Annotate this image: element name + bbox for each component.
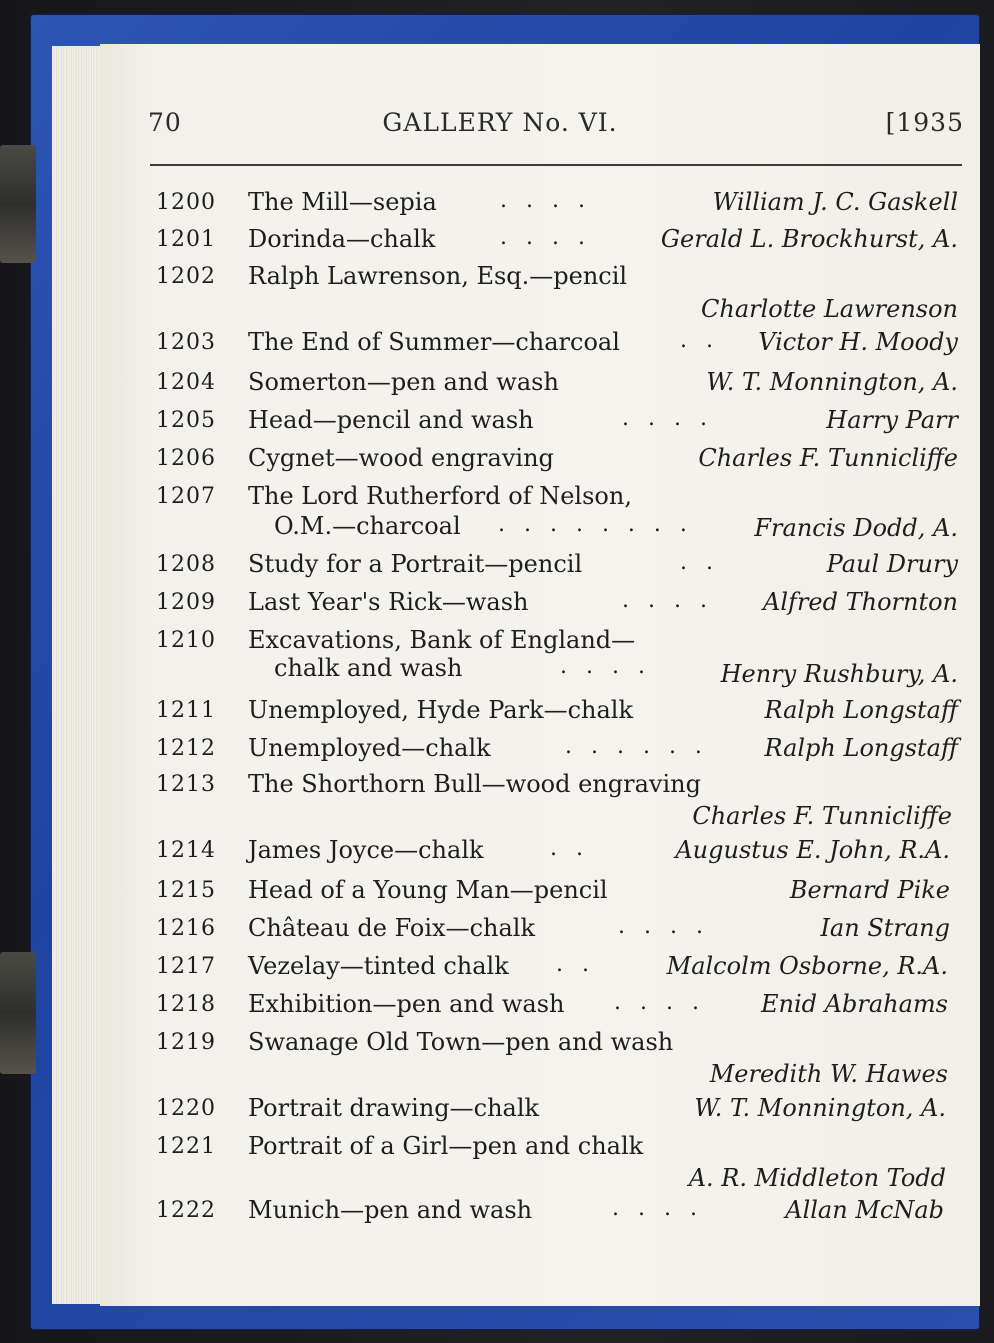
leader-dots: . . — [680, 328, 719, 353]
entry-artist: Francis Dodd, A. — [754, 514, 958, 542]
year-label: [1935 — [885, 108, 964, 137]
entry-artist: A. R. Middleton Todd — [688, 1164, 946, 1192]
leader-dots: . . . . — [500, 188, 591, 213]
page-header — [140, 108, 964, 152]
binding-tab-bottom — [0, 952, 36, 1074]
entry-title-continued: chalk and wash — [274, 654, 463, 682]
entry-artist: Ralph Longstaff — [764, 734, 958, 762]
entry-title: Dorinda—chalk — [248, 225, 436, 253]
entry-title: Excavations, Bank of England— — [248, 626, 636, 654]
leader-dots: . . . . — [622, 588, 713, 613]
leader-dots: . . . . — [500, 225, 591, 250]
entry-artist: Enid Abrahams — [761, 990, 948, 1018]
entry-title: The End of Summer—charcoal — [248, 328, 620, 356]
entry-number: 1213 — [156, 772, 216, 797]
entry-number: 1216 — [156, 916, 216, 941]
leader-dots: . . . . — [618, 914, 709, 939]
entry-title: Château de Foix—chalk — [248, 914, 535, 942]
entry-artist: Charlotte Lawrenson — [701, 295, 958, 323]
gallery-title: GALLERY No. VI. — [382, 108, 618, 137]
page-number: 70 — [148, 108, 182, 137]
entry-title: Study for a Portrait—pencil — [248, 550, 583, 578]
entry-artist: Harry Parr — [826, 406, 958, 434]
leader-dots: . . . . — [614, 990, 705, 1015]
entry-artist: William J. C. Gaskell — [712, 188, 958, 216]
leader-dots: . . — [680, 550, 719, 575]
entry-title: Vezelay—tinted chalk — [248, 952, 509, 980]
entry-title: The Mill—sepia — [248, 188, 437, 216]
entry-artist: W. T. Monnington, A. — [706, 368, 958, 396]
entry-number: 1203 — [156, 330, 216, 355]
entry-title: Munich—pen and wash — [248, 1196, 533, 1224]
entry-title: Head—pencil and wash — [248, 406, 534, 434]
leader-dots: . . . . — [612, 1196, 703, 1221]
entry-number: 1202 — [156, 264, 216, 289]
entry-artist: Paul Drury — [826, 550, 958, 578]
entry-number: 1204 — [156, 370, 216, 395]
entry-number: 1222 — [156, 1198, 216, 1223]
entry-number: 1205 — [156, 408, 216, 433]
entry-number: 1221 — [156, 1134, 216, 1159]
entry-number: 1206 — [156, 446, 216, 471]
entry-artist: Allan McNab — [785, 1196, 944, 1224]
entry-number: 1215 — [156, 878, 216, 903]
leader-dots: . . . . — [560, 654, 651, 679]
binding-tab-top — [0, 145, 36, 263]
leader-dots: . . — [556, 952, 595, 977]
entry-artist: Charles F. Tunnicliffe — [698, 444, 958, 472]
entry-artist: Henry Rushbury, A. — [720, 660, 958, 688]
entry-number: 1219 — [156, 1030, 216, 1055]
entry-artist: W. T. Monnington, A. — [694, 1094, 946, 1122]
entry-number: 1208 — [156, 552, 216, 577]
entry-title: The Lord Rutherford of Nelson, — [248, 482, 632, 510]
entry-title: Portrait of a Girl—pen and chalk — [248, 1132, 644, 1160]
entry-artist: Meredith W. Hawes — [709, 1060, 948, 1088]
entry-number: 1207 — [156, 484, 216, 509]
entry-artist: Charles F. Tunnicliffe — [692, 802, 952, 830]
entry-artist: Ralph Longstaff — [764, 696, 958, 724]
entry-title: Cygnet—wood engraving — [248, 444, 554, 472]
leader-dots: . . . . . . — [565, 734, 708, 759]
header-rule — [150, 164, 962, 166]
entry-title: Ralph Lawrenson, Esq.—pencil — [248, 262, 628, 290]
entry-number: 1200 — [156, 190, 216, 215]
entry-number: 1214 — [156, 838, 216, 863]
entry-title: Portrait drawing—chalk — [248, 1094, 540, 1122]
leader-dots: . . . . — [622, 406, 713, 431]
entry-title: The Shorthorn Bull—wood engraving — [248, 770, 701, 798]
entry-number: 1220 — [156, 1096, 216, 1121]
entry-title: Unemployed, Hyde Park—chalk — [248, 696, 634, 724]
entry-title: Swanage Old Town—pen and wash — [248, 1028, 674, 1056]
entry-artist: Ian Strang — [820, 914, 950, 942]
entry-title: Somerton—pen and wash — [248, 368, 559, 396]
entry-number: 1217 — [156, 954, 216, 979]
entry-number: 1212 — [156, 736, 216, 761]
entry-number: 1218 — [156, 992, 216, 1017]
entry-title: Head of a Young Man—pencil — [248, 876, 608, 904]
entry-title: James Joyce—chalk — [248, 836, 484, 864]
entry-title: Unemployed—chalk — [248, 734, 491, 762]
entry-title-continued: O.M.—charcoal — [274, 512, 461, 540]
entry-artist: Alfred Thornton — [763, 588, 958, 616]
entry-title: Last Year's Rick—wash — [248, 588, 529, 616]
entry-artist: Augustus E. John, R.A. — [675, 836, 950, 864]
entry-number: 1210 — [156, 628, 216, 653]
entry-number: 1209 — [156, 590, 216, 615]
leader-dots: . . . . . . . . — [498, 512, 693, 537]
entry-artist: Malcolm Osborne, R.A. — [666, 952, 948, 980]
entry-number: 1211 — [156, 698, 216, 723]
entry-artist: Bernard Pike — [789, 876, 950, 904]
entry-number: 1201 — [156, 227, 216, 252]
entry-title: Exhibition—pen and wash — [248, 990, 565, 1018]
entry-artist: Victor H. Moody — [758, 328, 958, 356]
entry-artist: Gerald L. Brockhurst, A. — [660, 225, 958, 253]
leader-dots: . . — [550, 836, 589, 861]
